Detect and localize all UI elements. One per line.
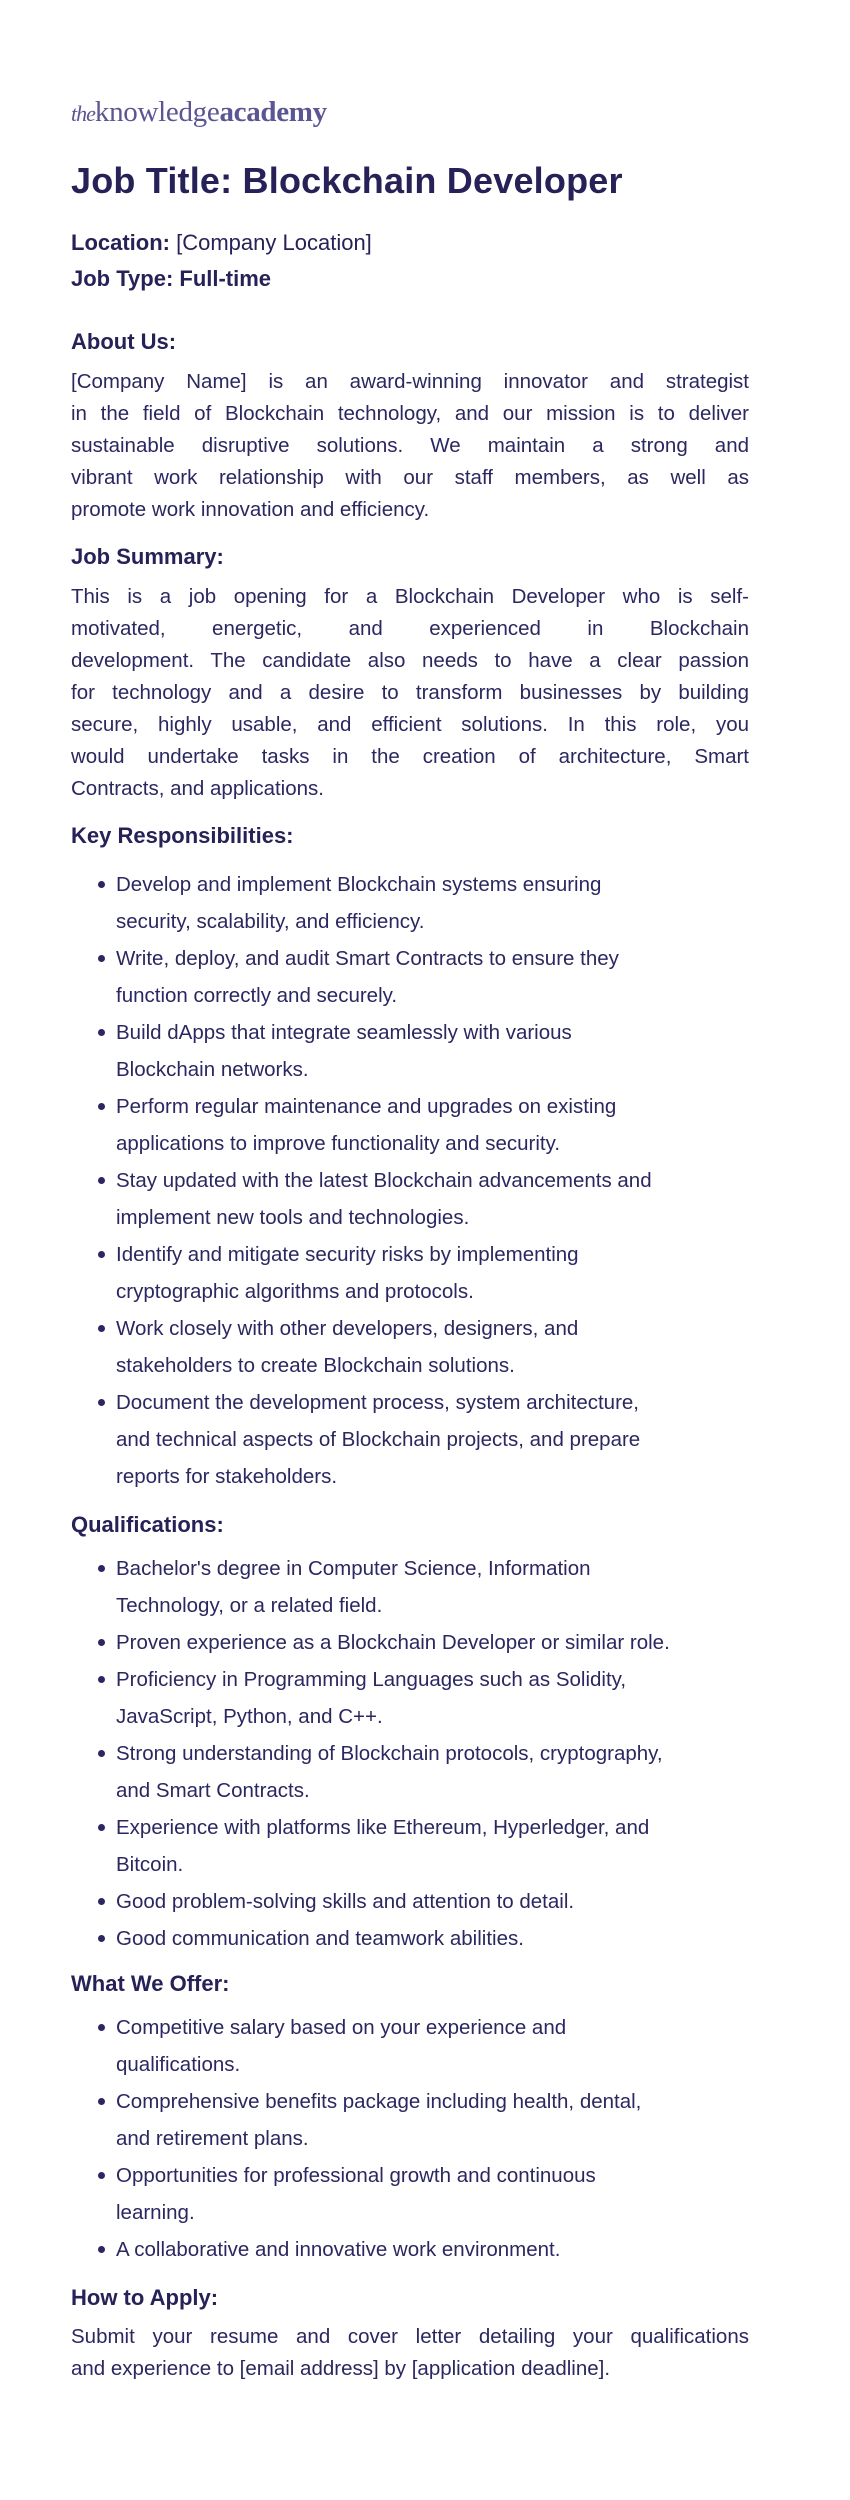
about-line: sustainable disruptive solutions. We maintain a strong and <box>71 434 749 457</box>
bullet-icon <box>98 1177 105 1184</box>
list-item: Competitive salary based on your experience and qualifications. <box>71 2009 771 2083</box>
bullet-icon <box>98 1251 105 1258</box>
bullet-icon <box>98 1029 105 1036</box>
bullet-icon <box>98 2172 105 2179</box>
logo-the: the <box>71 101 95 126</box>
about-heading: About Us: <box>71 329 177 354</box>
responsibilities-heading: Key Responsibilities: <box>71 823 294 848</box>
page-title: Job Title: Blockchain Developer <box>71 160 623 201</box>
bullet-icon <box>98 1399 105 1406</box>
list-item: Experience with platforms like Ethereum, Hyperledger, and Bitcoin. <box>71 1809 771 1883</box>
list-item: A collaborative and innovative work environment. <box>71 2231 771 2268</box>
bullet-icon <box>98 955 105 962</box>
location-value: [Company Location] <box>176 230 372 255</box>
apply-heading: How to Apply: <box>71 2285 219 2310</box>
bullet-icon <box>98 1750 105 1757</box>
about-line: vibrant work relationship with our staff members, as well as <box>71 466 749 489</box>
bullet-icon <box>98 1935 105 1942</box>
location-label: Location: <box>71 230 170 255</box>
list-item: Good problem-solving skills and attention to detail. <box>71 1883 771 1920</box>
summary-heading: Job Summary: <box>71 544 224 569</box>
list-item: Document the development process, system architecture, and technical aspects of Blockchain projects, and prepare reports for stakeholders. <box>71 1384 771 1495</box>
bullet-icon <box>98 1824 105 1831</box>
list-item: Strong understanding of Blockchain protocols, cryptography, and Smart Contracts. <box>71 1735 771 1809</box>
about-paragraph <box>71 366 749 526</box>
summary-line: motivated, energetic, and experienced in Blockchain <box>71 617 749 640</box>
logo-academy: academy <box>219 96 327 128</box>
qualifications-list <box>71 1550 771 1957</box>
bullet-icon <box>98 1325 105 1332</box>
location-line <box>71 230 372 256</box>
list-item: Comprehensive benefits package including health, dental, and retirement plans. <box>71 2083 771 2157</box>
list-item: Work closely with other developers, designers, and stakeholders to create Blockchain solutions. <box>71 1310 771 1384</box>
list-item: Proficiency in Programming Languages such as Solidity, JavaScript, Python, and C++. <box>71 1661 771 1735</box>
about-line: [Company Name] is an award-winning innovator and strategist <box>71 370 749 393</box>
list-item: Develop and implement Blockchain systems ensuring security, scalability, and efficiency. <box>71 866 771 940</box>
about-line: in the field of Blockchain technology, and our mission is to deliver <box>71 402 749 425</box>
list-item: Build dApps that integrate seamlessly with various Blockchain networks. <box>71 1014 771 1088</box>
bullet-icon <box>98 1898 105 1905</box>
bullet-icon <box>98 1639 105 1646</box>
summary-line: Contracts, and applications. <box>71 777 324 800</box>
offer-heading: What We Offer: <box>71 1971 230 1996</box>
brand-logo <box>71 96 327 129</box>
summary-line: for technology and a desire to transform businesses by building <box>71 681 749 704</box>
list-item: Perform regular maintenance and upgrades on existing applications to improve functionality and security. <box>71 1088 771 1162</box>
bullet-icon <box>98 1103 105 1110</box>
offer-list <box>71 2009 771 2268</box>
apply-line: and experience to [email address] by [application deadline]. <box>71 2357 611 2380</box>
bullet-icon <box>98 1565 105 1572</box>
list-item: Opportunities for professional growth and continuous learning. <box>71 2157 771 2231</box>
logo-knowledge: knowledge <box>94 96 220 128</box>
summary-line: would undertake tasks in the creation of architecture, Smart <box>71 745 749 768</box>
summary-line: This is a job opening for a Blockchain Developer who is self- <box>71 585 749 608</box>
list-item: Good communication and teamwork abilities. <box>71 1920 771 1957</box>
list-item: Stay updated with the latest Blockchain advancements and implement new tools and technologies. <box>71 1162 771 1236</box>
list-item: Bachelor's degree in Computer Science, Information Technology, or a related field. <box>71 1550 771 1624</box>
apply-line: Submit your resume and cover letter detailing your qualifications <box>71 2325 749 2348</box>
summary-line: secure, highly usable, and efficient solutions. In this role, you <box>71 713 749 736</box>
bullet-icon <box>98 1676 105 1683</box>
bullet-icon <box>98 2024 105 2031</box>
responsibilities-list <box>71 866 771 1495</box>
bullet-icon <box>98 2246 105 2253</box>
list-item: Write, deploy, and audit Smart Contracts to ensure they function correctly and securely. <box>71 940 771 1014</box>
bullet-icon <box>98 881 105 888</box>
about-line: promote work innovation and efficiency. <box>71 498 430 521</box>
summary-paragraph <box>71 581 749 805</box>
apply-paragraph <box>71 2321 749 2385</box>
qualifications-heading: Qualifications: <box>71 1512 224 1537</box>
summary-line: development. The candidate also needs to have a clear passion <box>71 649 749 672</box>
list-item: Proven experience as a Blockchain Developer or similar role. <box>71 1624 771 1661</box>
bullet-icon <box>98 2098 105 2105</box>
job-type: Job Type: Full-time <box>71 266 272 291</box>
list-item: Identify and mitigate security risks by implementing cryptographic algorithms and protocols. <box>71 1236 771 1310</box>
